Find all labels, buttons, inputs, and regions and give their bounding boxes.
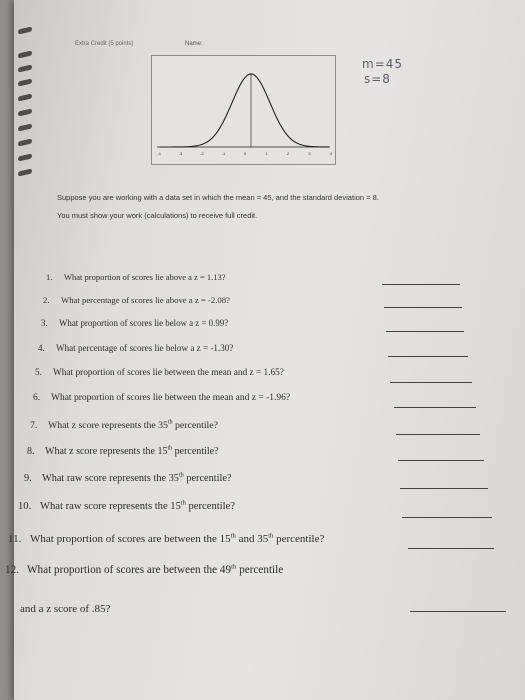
question-text: What proportion of scores lie between the mean and z = -1.96? bbox=[51, 393, 291, 403]
handwritten-mean: m=45 bbox=[362, 57, 404, 71]
tick-label: -2 bbox=[200, 151, 204, 156]
question-6 bbox=[33, 393, 290, 403]
question-text: percentile? bbox=[172, 420, 218, 431]
answer-blank-11[interactable] bbox=[408, 548, 494, 549]
tick-label: 4 bbox=[329, 151, 333, 156]
binding-ring bbox=[18, 169, 32, 177]
handwritten-notes bbox=[362, 57, 432, 87]
tick-label: 0 bbox=[243, 151, 247, 156]
answer-blank-3[interactable] bbox=[386, 331, 464, 332]
ordinal-suffix: th bbox=[167, 419, 173, 426]
question-number: 4. bbox=[38, 343, 45, 353]
name-label: Name: bbox=[185, 41, 203, 47]
answer-blank-2[interactable] bbox=[384, 307, 462, 308]
question-number: 3. bbox=[41, 318, 48, 328]
tick-label: -1 bbox=[221, 151, 226, 156]
question-number: 9. bbox=[24, 473, 32, 484]
answer-blank-8[interactable] bbox=[398, 460, 484, 461]
answer-blank-10[interactable] bbox=[402, 517, 492, 518]
ordinal-suffix: th bbox=[180, 499, 186, 507]
binding-ring bbox=[18, 109, 32, 117]
q12-continuation: and a z score of .85? bbox=[20, 603, 111, 615]
question-text: percentile? bbox=[185, 501, 235, 512]
tick-label: 1 bbox=[265, 151, 268, 156]
figure-frame bbox=[152, 56, 336, 165]
binding-ring bbox=[18, 94, 32, 102]
question-5 bbox=[35, 368, 284, 378]
answer-blank-4[interactable] bbox=[388, 356, 468, 357]
intro-line-1: Suppose you are working with a data set in which the mean = 45, and the standard deviation = 8. bbox=[57, 193, 379, 202]
question-number: 2. bbox=[43, 295, 50, 305]
question-4 bbox=[38, 343, 233, 353]
binding-ring bbox=[18, 139, 32, 147]
question-text: What proportion of scores lie above a z = 1.13? bbox=[64, 272, 226, 282]
ordinal-suffix: th bbox=[167, 445, 173, 452]
question-number: 8. bbox=[27, 446, 35, 457]
binding-ring bbox=[18, 79, 32, 87]
question-text: What raw score represents the 35 bbox=[42, 473, 179, 484]
tick-label: 3 bbox=[308, 151, 311, 156]
answer-blank-6[interactable] bbox=[394, 407, 476, 408]
question-number: 10. bbox=[18, 501, 32, 512]
worksheet-header bbox=[75, 41, 203, 47]
spiral-binding bbox=[14, 0, 40, 700]
normal-curve-figure bbox=[151, 55, 336, 165]
answer-blank-9[interactable] bbox=[400, 488, 488, 489]
ordinal-suffix: th bbox=[230, 532, 236, 540]
extra-credit-label: Extra Credit (5 points) bbox=[75, 41, 134, 47]
worksheet-page bbox=[5, 0, 525, 700]
tick-label: 2 bbox=[286, 151, 290, 156]
binding-ring bbox=[18, 27, 32, 35]
question-9 bbox=[24, 473, 232, 484]
question-text: What proportion of scores are between the 49 bbox=[27, 564, 232, 576]
ordinal-suffix: th bbox=[231, 563, 237, 571]
question-number: 1. bbox=[46, 272, 53, 282]
binding-ring bbox=[18, 65, 32, 73]
binding-ring bbox=[18, 51, 32, 59]
binding-ring bbox=[18, 154, 32, 162]
binding-ring bbox=[18, 124, 32, 132]
question-text: and 35 bbox=[235, 533, 269, 545]
question-text: What z score represents the 15 bbox=[45, 446, 168, 457]
question-number: 7. bbox=[30, 420, 38, 431]
question-10 bbox=[18, 501, 235, 512]
question-8 bbox=[27, 446, 218, 457]
question-text: percentile? bbox=[172, 446, 219, 457]
question-text: What z score represents the 35 bbox=[48, 420, 168, 431]
question-11 bbox=[8, 533, 324, 545]
question-text: percentile? bbox=[273, 533, 325, 545]
question-text: percentile? bbox=[183, 473, 232, 484]
question-text: percentile bbox=[236, 564, 284, 576]
question-text: What percentage of scores lie below a z = -1.30? bbox=[56, 343, 234, 353]
question-number: 5. bbox=[35, 368, 42, 378]
question-number: 11. bbox=[8, 533, 22, 545]
question-1 bbox=[46, 272, 226, 282]
answer-blank-7[interactable] bbox=[396, 434, 480, 435]
answer-blank-12[interactable] bbox=[410, 611, 506, 612]
answer-blank-1[interactable] bbox=[382, 284, 460, 285]
question-text: What proportion of scores lie below a z = 0.99? bbox=[59, 318, 229, 328]
question-12 bbox=[5, 564, 283, 576]
question-7 bbox=[30, 420, 218, 431]
answer-blank-5[interactable] bbox=[390, 382, 472, 383]
question-text: What proportion of scores lie between the mean and z = 1.65? bbox=[53, 368, 284, 378]
question-text: What percentage of scores lie above a z = -2.08? bbox=[61, 295, 230, 305]
intro-line-2: You must show your work (calculations) to receive full credit. bbox=[57, 211, 258, 220]
handwritten-sd: s=8 bbox=[364, 72, 391, 86]
tick-label: -3 bbox=[178, 151, 183, 156]
question-text: What proportion of scores are between the 15 bbox=[30, 533, 231, 545]
question-number: 6. bbox=[33, 393, 41, 403]
question-3 bbox=[41, 318, 228, 328]
question-number: 12. bbox=[5, 564, 19, 576]
question-2 bbox=[43, 295, 230, 305]
tick-label: -4 bbox=[157, 151, 161, 156]
ordinal-suffix: th bbox=[268, 532, 274, 540]
question-text: What raw score represents the 15 bbox=[40, 501, 181, 512]
ordinal-suffix: th bbox=[178, 471, 184, 479]
